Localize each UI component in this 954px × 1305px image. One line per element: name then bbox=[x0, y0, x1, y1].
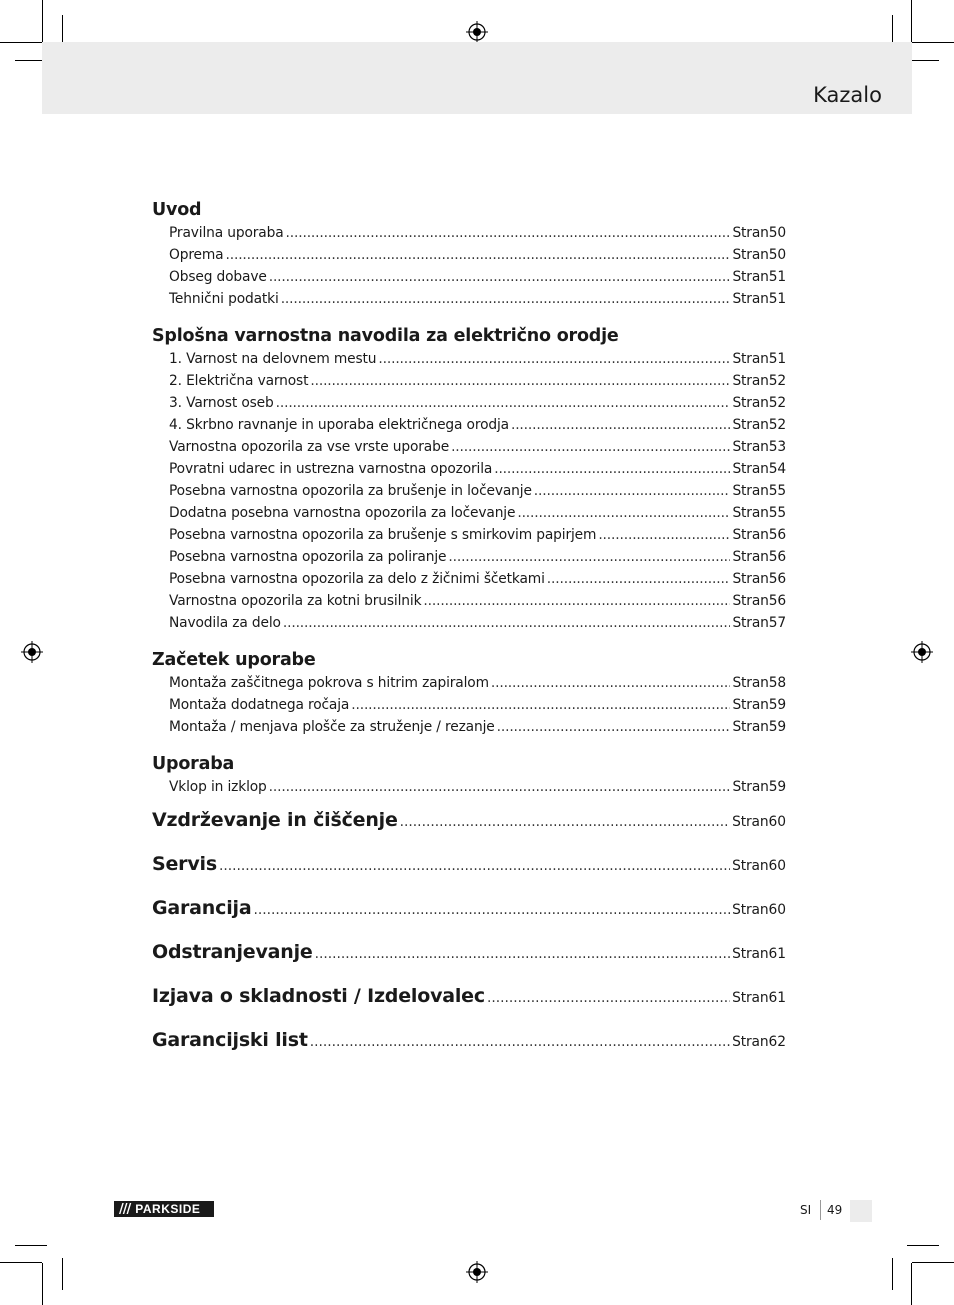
dot-leader bbox=[451, 436, 730, 458]
page-number: 58 bbox=[768, 675, 786, 691]
page-prefix: Stran bbox=[732, 902, 769, 918]
table-of-contents bbox=[152, 198, 786, 1062]
dot-leader bbox=[283, 612, 731, 634]
header-band bbox=[42, 42, 912, 114]
crop-mark bbox=[892, 1258, 893, 1290]
crop-mark bbox=[42, 1263, 43, 1305]
entry-label: Vzdrževanje in čiščenje bbox=[152, 809, 398, 831]
dot-leader bbox=[225, 244, 730, 266]
toc-section bbox=[152, 198, 786, 310]
page-prefix: Stran bbox=[732, 814, 769, 830]
page-number: 51 bbox=[768, 351, 786, 367]
crop-mark bbox=[42, 0, 43, 42]
toc-main-entry[interactable] bbox=[152, 798, 786, 842]
page-title: Kazalo bbox=[813, 83, 882, 107]
page-prefix: Stran bbox=[732, 395, 769, 411]
page-prefix: Stran bbox=[732, 439, 769, 455]
entry-label: Servis bbox=[152, 853, 217, 875]
page-number: 51 bbox=[768, 291, 786, 307]
parkside-logo bbox=[114, 1201, 214, 1217]
page-number: 59 bbox=[768, 697, 786, 713]
toc-entry[interactable] bbox=[152, 370, 786, 392]
entry-label: Izjava o skladnosti / Izdelovalec bbox=[152, 985, 485, 1007]
page-prefix: Stran bbox=[732, 527, 769, 543]
toc-main-entry[interactable] bbox=[152, 842, 786, 886]
page-prefix: Stran bbox=[732, 858, 769, 874]
page-prefix: Stran bbox=[732, 719, 769, 735]
section-heading: Uvod bbox=[152, 200, 202, 220]
page-number: 55 bbox=[768, 483, 786, 499]
toc-section bbox=[152, 752, 786, 798]
page-prefix: Stran bbox=[732, 225, 769, 241]
toc-entry[interactable] bbox=[152, 672, 786, 694]
page-prefix: Stran bbox=[732, 269, 769, 285]
section-heading: Splošna varnostna navodila za električno orodje bbox=[152, 326, 619, 346]
toc-main-entry[interactable] bbox=[152, 1018, 786, 1062]
entry-label: Montaža dodatnega ročaja bbox=[169, 697, 350, 713]
page-number: 60 bbox=[768, 858, 786, 874]
toc-entry[interactable] bbox=[152, 348, 786, 370]
page-number: 52 bbox=[768, 395, 786, 411]
logo-slashes: /// bbox=[119, 1201, 131, 1217]
entry-label: Varnostna opozorila za kotni brusilnik bbox=[169, 593, 422, 609]
footer-divider bbox=[820, 1200, 821, 1220]
language-code: SI bbox=[800, 1203, 812, 1217]
toc-entry[interactable] bbox=[152, 612, 786, 634]
page-prefix: Stran bbox=[732, 615, 769, 631]
page-number: 60 bbox=[768, 814, 786, 830]
page-prefix: Stran bbox=[732, 593, 769, 609]
registration-mark-icon bbox=[466, 1261, 488, 1283]
dot-leader bbox=[547, 568, 731, 590]
page-prefix: Stran bbox=[732, 373, 769, 389]
page-prefix: Stran bbox=[732, 549, 769, 565]
dot-leader bbox=[378, 348, 730, 370]
page-prefix: Stran bbox=[732, 483, 769, 499]
page-number: 53 bbox=[768, 439, 786, 455]
dot-leader bbox=[534, 480, 731, 502]
entry-label: Odstranjevanje bbox=[152, 941, 313, 963]
crop-mark bbox=[911, 0, 912, 42]
entry-label: Varnostna opozorila za vse vrste uporabe bbox=[169, 439, 450, 455]
dot-leader bbox=[487, 976, 730, 1020]
crop-mark bbox=[0, 1262, 42, 1263]
section-heading: Uporaba bbox=[152, 754, 235, 774]
page-number: 59 bbox=[768, 719, 786, 735]
toc-entry[interactable] bbox=[152, 590, 786, 612]
toc-entry[interactable] bbox=[152, 716, 786, 738]
entry-label: Vklop in izklop bbox=[169, 779, 267, 795]
entry-label: Garancijski list bbox=[152, 1029, 308, 1051]
page-number: 62 bbox=[768, 1034, 786, 1050]
toc-section bbox=[152, 648, 786, 738]
page-number: 51 bbox=[768, 269, 786, 285]
entry-label: Garancija bbox=[152, 897, 252, 919]
section-heading: Začetek uporabe bbox=[152, 650, 316, 670]
entry-label: Posebna varnostna opozorila za delo z žičnimi ščetkami bbox=[169, 571, 545, 587]
toc-main-entry[interactable] bbox=[152, 886, 786, 930]
dot-leader bbox=[491, 672, 731, 694]
page-number: 56 bbox=[768, 527, 786, 543]
entry-label: Posebna varnostna opozorila za poliranje bbox=[169, 549, 447, 565]
page-prefix: Stran bbox=[732, 675, 769, 691]
dot-leader bbox=[351, 694, 730, 716]
toc-section bbox=[152, 324, 786, 634]
page-number: 56 bbox=[768, 571, 786, 587]
page-number: 56 bbox=[768, 549, 786, 565]
crop-mark bbox=[907, 1245, 939, 1246]
page-prefix: Stran bbox=[732, 351, 769, 367]
dot-leader bbox=[400, 800, 731, 844]
dot-leader bbox=[310, 370, 730, 392]
toc-entry[interactable] bbox=[152, 776, 786, 798]
page-number: 55 bbox=[768, 505, 786, 521]
entry-label: Navodila za delo bbox=[169, 615, 281, 631]
dot-leader bbox=[511, 414, 730, 436]
dot-leader bbox=[253, 888, 730, 932]
crop-mark bbox=[15, 1245, 47, 1246]
dot-leader bbox=[497, 716, 731, 738]
entry-label: Montaža / menjava plošče za struženje / rezanje bbox=[169, 719, 495, 735]
dot-leader bbox=[219, 844, 730, 888]
page-number: 60 bbox=[768, 902, 786, 918]
toc-entry[interactable] bbox=[152, 222, 786, 244]
toc-main-entry[interactable] bbox=[152, 930, 786, 974]
page-prefix: Stran bbox=[732, 779, 769, 795]
dot-leader bbox=[448, 546, 730, 568]
page-number: 52 bbox=[768, 417, 786, 433]
page-number: 56 bbox=[768, 593, 786, 609]
page-prefix: Stran bbox=[732, 417, 769, 433]
entry-label: Obseg dobave bbox=[169, 269, 267, 285]
toc-entry[interactable] bbox=[152, 524, 786, 546]
toc-main-entry[interactable] bbox=[152, 974, 786, 1018]
crop-mark bbox=[912, 42, 954, 43]
page-number: 52 bbox=[768, 373, 786, 389]
page-number-footer: 49 bbox=[827, 1203, 843, 1217]
crop-mark bbox=[62, 1258, 63, 1290]
page-prefix: Stran bbox=[732, 571, 769, 587]
dot-leader bbox=[310, 1020, 730, 1064]
page-number: 59 bbox=[768, 779, 786, 795]
dot-leader bbox=[269, 776, 731, 798]
page-prefix: Stran bbox=[732, 461, 769, 477]
footer-tab bbox=[850, 1200, 872, 1222]
dot-leader bbox=[286, 222, 731, 244]
toc-entry[interactable] bbox=[152, 244, 786, 266]
page-number: 54 bbox=[768, 461, 786, 477]
entry-label: Tehnični podatki bbox=[169, 291, 279, 307]
page-prefix: Stran bbox=[732, 247, 769, 263]
toc-entry[interactable] bbox=[152, 414, 786, 436]
entry-label: Pravilna uporaba bbox=[169, 225, 284, 241]
toc-entry[interactable] bbox=[152, 694, 786, 716]
entry-label: 1. Varnost na delovnem mestu bbox=[169, 351, 377, 367]
page-prefix: Stran bbox=[732, 291, 769, 307]
dot-leader bbox=[276, 392, 731, 414]
entry-label: 2. Električna varnost bbox=[169, 373, 309, 389]
toc-entry[interactable] bbox=[152, 502, 786, 524]
dot-leader bbox=[423, 590, 730, 612]
crop-mark bbox=[911, 1263, 912, 1305]
entry-label: Dodatna posebna varnostna opozorila za ločevanje bbox=[169, 505, 516, 521]
entry-label: Posebna varnostna opozorila za brušenje in ločevanje bbox=[169, 483, 532, 499]
crop-mark bbox=[0, 42, 42, 43]
registration-mark-icon bbox=[466, 21, 488, 43]
page-prefix: Stran bbox=[732, 697, 769, 713]
page-prefix: Stran bbox=[732, 946, 769, 962]
dot-leader bbox=[517, 502, 730, 524]
page-number: 61 bbox=[768, 946, 786, 962]
dot-leader bbox=[269, 266, 731, 288]
dot-leader bbox=[598, 524, 730, 546]
page-number: 50 bbox=[768, 247, 786, 263]
dot-leader bbox=[494, 458, 730, 480]
entry-label: Povratni udarec in ustrezna varnostna opozorila bbox=[169, 461, 493, 477]
toc-entry[interactable] bbox=[152, 436, 786, 458]
dot-leader bbox=[281, 288, 731, 310]
registration-mark-icon bbox=[21, 641, 43, 663]
page-prefix: Stran bbox=[732, 990, 769, 1006]
toc-entry[interactable] bbox=[152, 392, 786, 414]
page-prefix: Stran bbox=[732, 505, 769, 521]
logo-brand: PARKSIDE bbox=[135, 1202, 201, 1216]
entry-label: Montaža zaščitnega pokrova s hitrim zapiralom bbox=[169, 675, 489, 691]
dot-leader bbox=[315, 932, 731, 976]
crop-mark bbox=[912, 1262, 954, 1263]
page-prefix: Stran bbox=[732, 1034, 769, 1050]
toc-entry[interactable] bbox=[152, 546, 786, 568]
page-number: 57 bbox=[768, 615, 786, 631]
toc-entry[interactable] bbox=[152, 568, 786, 590]
toc-entry[interactable] bbox=[152, 288, 786, 310]
page-number: 61 bbox=[768, 990, 786, 1006]
entry-label: 4. Skrbno ravnanje in uporaba električnega orodja bbox=[169, 417, 509, 433]
entry-label: Oprema bbox=[169, 247, 224, 263]
toc-entry[interactable] bbox=[152, 480, 786, 502]
toc-entry[interactable] bbox=[152, 458, 786, 480]
page-number: 50 bbox=[768, 225, 786, 241]
toc-entry[interactable] bbox=[152, 266, 786, 288]
registration-mark-icon bbox=[911, 641, 933, 663]
entry-label: 3. Varnost oseb bbox=[169, 395, 274, 411]
entry-label: Posebna varnostna opozorila za brušenje s smirkovim papirjem bbox=[169, 527, 597, 543]
